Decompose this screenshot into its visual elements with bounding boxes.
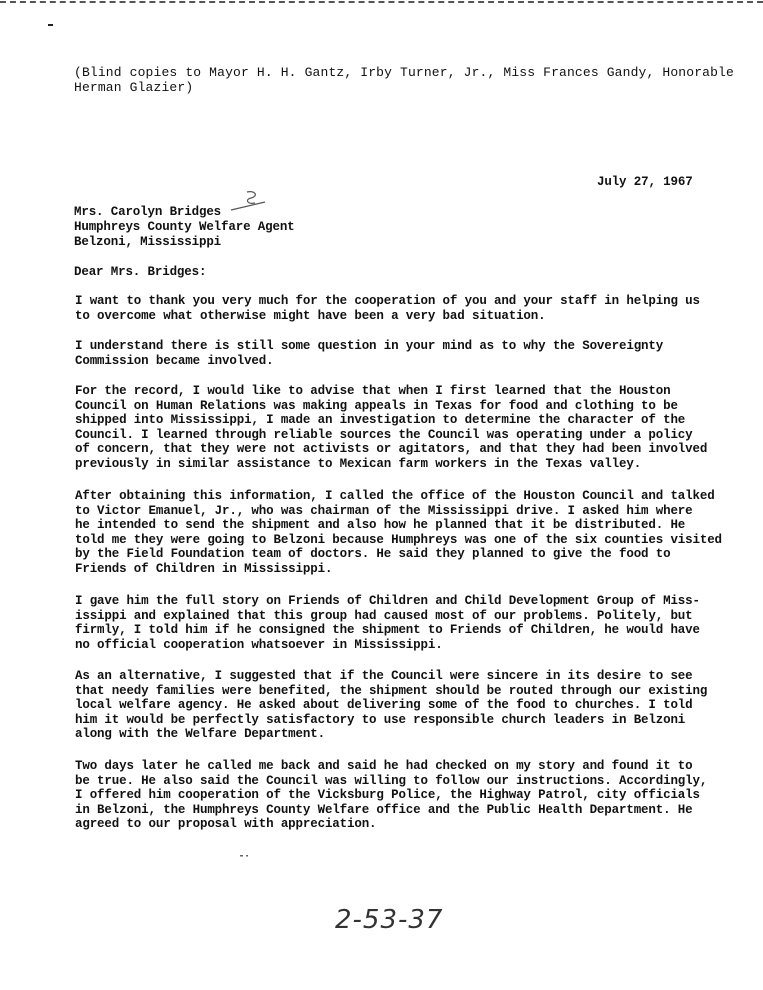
paragraph-line: he intended to send the shipment and also how he planned that it be distributed. He [75, 518, 686, 533]
recipient-title: Humphreys County Welfare Agent [74, 220, 295, 234]
paragraph-line: told me they were going to Belzoni because Humphreys was one of the six counties visited [75, 532, 722, 547]
paragraph-line: him it would be perfectly satisfactory to use responsible church leaders in Belzoni [75, 712, 686, 727]
paragraph-houston-call [75, 489, 745, 577]
paragraph-alternative [75, 669, 745, 742]
paragraph-line: I understand there is still some question in your mind as to why the Sovereignty [75, 339, 664, 353]
blind-copies-line-2: Herman Glazier) [74, 80, 194, 95]
recipient-location: Belzoni, Mississippi [74, 235, 222, 249]
paragraph-question [75, 339, 745, 368]
paragraph-line: I gave him the full story on Friends of Children and Child Development Group of Miss- [75, 594, 700, 608]
paragraph-line: to overcome what otherwise might have been a very bad situation. [75, 308, 546, 323]
letter-date: July 27, 1967 [597, 175, 693, 189]
paragraph-line: Friends of Children in Mississippi. [75, 561, 333, 576]
paragraph-line: After obtaining this information, I called the office of the Houston Council and talked [75, 489, 715, 503]
paragraph-line: along with the Welfare Department. [75, 727, 325, 742]
blind-copies-line-1: (Blind copies to Mayor H. H. Gantz, Irby Turner, Jr., Miss Frances Gandy, Honorable [74, 65, 734, 80]
paragraph-followup [75, 759, 745, 832]
paragraph-line: I offered him cooperation of the Vicksburg Police, the Highway Patrol, city officials [75, 788, 700, 803]
paragraph-friends-of-children [75, 594, 745, 652]
paragraph-line: For the record, I would like to advise that when I first learned that the Houston [75, 384, 671, 398]
paragraph-line: Two days later he called me back and said he had checked on my story and found it to [75, 759, 693, 773]
handwritten-file-number: 2-53-37 [335, 905, 444, 935]
paragraph-line: Commission became involved. [75, 353, 274, 368]
paragraph-line: in Belzoni, the Humphreys County Welfare office and the Public Health Department. He [75, 802, 693, 817]
paragraph-line: agreed to our proposal with appreciation. [75, 817, 377, 832]
handwritten-ink-mark [225, 186, 275, 216]
stray-speck [240, 855, 250, 857]
paragraph-line: issippi and explained that this group had caused most of our problems. Politely, but [75, 608, 693, 623]
paragraph-line: As an alternative, I suggested that if the Council were sincere in its desire to see [75, 669, 693, 683]
paragraph-line: Council on Human Relations was making appeals in Texas for food and clothing to be [75, 398, 678, 413]
stray-mark [48, 24, 53, 26]
salutation: Dear Mrs. Bridges: [74, 265, 207, 279]
perforated-edge [0, 1, 763, 3]
paragraph-line: I want to thank you very much for the cooperation of you and your staff in helping us [75, 294, 700, 308]
paragraph-line: of concern, that they were not activists or agitators, and that they had been involved [75, 442, 708, 457]
recipient-name: Mrs. Carolyn Bridges [74, 205, 222, 219]
paragraph-thanks [75, 294, 745, 323]
paragraph-line: firmly, I told him if he consigned the shipment to Friends of Children, he would have [75, 623, 700, 638]
paragraph-record [75, 384, 745, 472]
paragraph-line: to Victor Emanuel, Jr., who was chairman of the Mississippi drive. I asked him where [75, 503, 693, 518]
paragraph-line: be true. He also said the Council was willing to follow our instructions. Accordingly, [75, 773, 708, 788]
paragraph-line: Council. I learned through reliable sources the Council was operating under a policy [75, 427, 693, 442]
paragraph-line: by the Field Foundation team of doctors. He said they planned to give the food to [75, 547, 671, 562]
paragraph-line: shipped into Mississippi, I made an investigation to determine the character of the [75, 413, 686, 428]
paragraph-line: that needy families were benefited, the shipment should be routed through our existing [75, 683, 708, 698]
paragraph-line: local welfare agency. He asked about delivering some of the food to churches. I told [75, 698, 693, 713]
paragraph-line: no official cooperation whatsoever in Mississippi. [75, 637, 443, 652]
paragraph-line: previously in similar assistance to Mexican farm workers in the Texas valley. [75, 456, 642, 471]
